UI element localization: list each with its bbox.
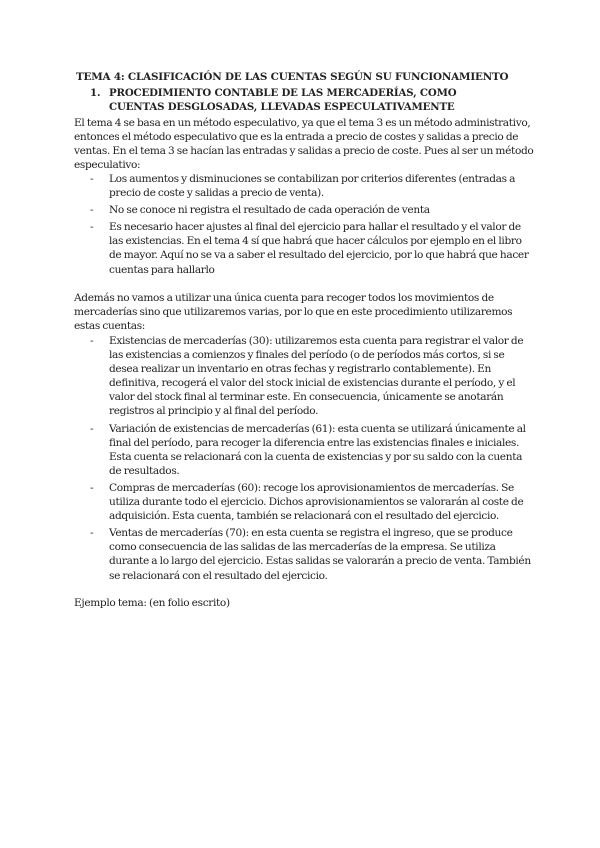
list-item bbox=[74, 334, 536, 419]
section-number: 1. bbox=[90, 87, 101, 99]
list-item-text: Existencias de mercaderías (30): utilizaremos esta cuenta para registrar el valor de las existencias a comienzos y finales del período (o de períodos más cortos, si se desea realizar un inventario en otras fechas y registrarlo contablemente). En definitiva, recogerá el valor del stock inicial de existencias durante el período, y el valor del stock final al terminar este. En consecuencia, únicamente se anotarán registros al principio y al final del período. bbox=[109, 335, 524, 418]
dash-bullet: - bbox=[90, 173, 94, 185]
intro-paragraph: El tema 4 se basa en un método especulativo, ya que el tema 3 es un método administrativo, entonces el método especulativo que es la entrada a precio de costes y salidas a precio de ventas. En el tema 3 se hacían las entradas y salidas a precio de coste. Pues al ser un método especulativo: bbox=[74, 117, 534, 172]
dash-bullet: - bbox=[90, 204, 94, 217]
dash-bullet: - bbox=[90, 221, 94, 234]
list-item-text: Los aumentos y disminuciones se contabilizan por criterios diferentes (entradas a precio de coste y salidas a precio de venta). bbox=[109, 173, 516, 200]
dash-bullet: - bbox=[90, 422, 94, 435]
accounts-list bbox=[74, 334, 536, 586]
list-item bbox=[74, 422, 536, 478]
accounts-paragraph: Además no vamos a utilizar una única cuenta para recoger todos los movimientos de mercaderías sino que utilizaremos varias, por lo que en este procedimiento utilizaremos estas cuentas: bbox=[74, 292, 513, 333]
list-item bbox=[74, 172, 536, 200]
section-heading-line-2: CUENTAS DESGLOSADAS, LLEVADAS ESPECULATIVAMENTE bbox=[109, 101, 455, 113]
dash-bullet: - bbox=[90, 527, 94, 540]
list-item-text: Ventas de mercaderías (70): en esta cuenta se registra el ingreso, que se produce como consecuencia de las salidas de las mercaderías de la empresa. Se utiliza durante a lo largo del ejercicio. Estas salidas se valorarán a precio de venta. También se relacionará con el resultado del ejercicio. bbox=[109, 527, 531, 582]
page-title: TEMA 4: CLASIFICACIÓN DE LAS CUENTAS SEGÚN SU FUNCIONAMIENTO bbox=[76, 71, 509, 83]
list-item bbox=[74, 203, 536, 217]
characteristics-list bbox=[74, 172, 536, 280]
list-item-text: No se conoce ni registra el resultado de cada operación de venta bbox=[109, 204, 430, 217]
list-item bbox=[74, 220, 536, 276]
list-item-text: Compras de mercaderías (60): recoge los aprovisionamientos de mercaderías. Se utiliza durante todo el ejercicio. Dichos aprovisionamientos se valorarán al coste de adquisición. Esta cuenta, también se relacionará con el resultado del ejercicio. bbox=[109, 481, 524, 523]
dash-bullet: - bbox=[90, 481, 94, 494]
list-item-text: Es necesario hacer ajustes al final del ejercicio para hallar el resultado y el valor de las existencias. En el tema 4 sí que habrá que hacer cálculos por ejemplo en el libro de mayor. Aquí no se va a saber el resultado del ejercicio, por lo que habrá que hacer cuentas para hallarlo bbox=[109, 221, 529, 276]
list-item-text: Variación de existencias de mercaderías (61): esta cuenta se utilizará únicamente al final del período, para recoger la diferencia entre las existencias finales e iniciales. Esta cuenta se relacionará con la cuenta de existencias y por su saldo con la cuenta de resultados. bbox=[109, 422, 526, 477]
example-note: Ejemplo tema: (en folio escrito) bbox=[74, 597, 230, 609]
section-heading-line-1: PROCEDIMIENTO CONTABLE DE LAS MERCADERÍAS, COMO bbox=[109, 87, 457, 99]
dash-bullet: - bbox=[90, 335, 94, 347]
list-item bbox=[74, 481, 536, 523]
list-item bbox=[74, 526, 536, 582]
